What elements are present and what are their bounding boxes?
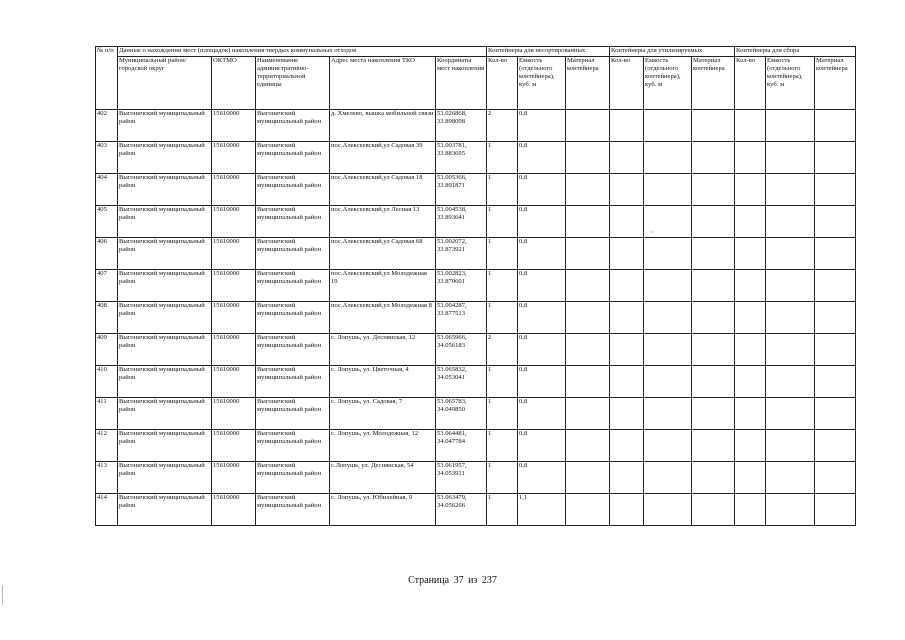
- row-coords: 53.026868, 33.898098: [436, 110, 487, 142]
- header-recycled-capacity: Емкость (отдельного контейнера), куб. м: [644, 57, 692, 110]
- row-coords: 53.061957, 34.053911: [436, 462, 487, 494]
- row-num: 406: [96, 238, 118, 270]
- row-address: с. Лопушь, ул. Молодежная, 12: [330, 430, 436, 462]
- row-unsorted-count: 2: [487, 110, 518, 142]
- row-district: Выгоничский муниципальный район: [118, 142, 212, 174]
- row-unit: Выгоничский муниципальный район: [256, 206, 330, 238]
- row-unit: Выгоничский муниципальный район: [256, 110, 330, 142]
- row-oktmo: 15610000: [212, 430, 256, 462]
- row-district: Выгоничский муниципальный район: [118, 174, 212, 206]
- row-oktmo: 15610000: [212, 462, 256, 494]
- row-unsorted-count: 1: [487, 366, 518, 398]
- row-oktmo: 15610000: [212, 174, 256, 206]
- row-coords: 53.004538, 33.893641: [436, 206, 487, 238]
- row-unit: Выгоничский муниципальный район: [256, 462, 330, 494]
- row-coords: 53.002072, 33.873921: [436, 238, 487, 270]
- page-of: из: [468, 575, 478, 586]
- row-unsorted-count: 1: [487, 462, 518, 494]
- row-num: 403: [96, 142, 118, 174]
- scan-edge-mark: [2, 585, 3, 605]
- row-num: 411: [96, 398, 118, 430]
- row-district: Выгоничский муниципальный район: [118, 398, 212, 430]
- row-unit: Выгоничский муниципальный район: [256, 334, 330, 366]
- page-total: 237: [481, 575, 497, 586]
- header-unsorted-capacity: Емкость (отдельного контейнера), куб. м: [518, 57, 566, 110]
- row-unsorted-capacity: 0,8: [518, 142, 566, 174]
- row-num: 407: [96, 270, 118, 302]
- row-district: Выгоничский муниципальный район: [118, 110, 212, 142]
- header-collection-capacity: Емкость (отдельного контейнера), куб. м: [766, 57, 815, 110]
- row-unsorted-count: 1: [487, 142, 518, 174]
- row-oktmo: 15610000: [212, 334, 256, 366]
- row-num: 402: [96, 110, 118, 142]
- row-address: д. Хмелево, вышка мобильной связи: [330, 110, 436, 142]
- row-coords: 53.064481, 34.047784: [436, 430, 487, 462]
- row-coords: 53.065966, 34.056183: [436, 334, 487, 366]
- row-num: 405: [96, 206, 118, 238]
- row-address: с. Лопушь, ул. Цветочная, 4: [330, 366, 436, 398]
- row-unsorted-count: 1: [487, 174, 518, 206]
- row-unsorted-capacity: 0,8: [518, 462, 566, 494]
- header-unsorted-count: Кол-во: [487, 57, 518, 110]
- row-unsorted-count: 1: [487, 302, 518, 334]
- row-district: Выгоничский муниципальный район: [118, 430, 212, 462]
- page-label: Страница: [408, 575, 450, 586]
- row-unsorted-capacity: 0,8: [518, 206, 566, 238]
- header-coords: Координаты мест накопления: [436, 57, 487, 110]
- row-unit: Выгоничский муниципальный район: [256, 174, 330, 206]
- header-unit: Наименование административно-территориальной единицы: [256, 57, 330, 110]
- row-unit: Выгоничский муниципальный район: [256, 366, 330, 398]
- row-district: Выгоничский муниципальный район: [118, 270, 212, 302]
- row-oktmo: 15610000: [212, 398, 256, 430]
- row-district: Выгоничский муниципальный район: [118, 238, 212, 270]
- header-collection-count: Кол-во: [735, 57, 766, 110]
- header-oktmo: ОКТМО: [212, 57, 256, 110]
- row-oktmo: 15610000: [212, 366, 256, 398]
- header-group-unsorted: Контейнеры для несортированных: [487, 47, 610, 57]
- row-unsorted-capacity: 0,8: [518, 110, 566, 142]
- row-unsorted-capacity: 0,8: [518, 366, 566, 398]
- header-group-collection: Контейнеры для сбора: [735, 47, 856, 57]
- row-num: 410: [96, 366, 118, 398]
- row-address: пос.Алексеевский,ул Молодежная 19: [330, 270, 436, 302]
- row-unsorted-capacity: 0,8: [518, 174, 566, 206]
- header-collection-material: Материал контейнера: [815, 57, 856, 110]
- row-num: 408: [96, 302, 118, 334]
- row-unsorted-capacity: 0,8: [518, 270, 566, 302]
- header-group-location: Данные о нахождении мест (площадок) накопления твердых коммунальных отходов: [118, 47, 487, 57]
- row-oktmo: 15610000: [212, 142, 256, 174]
- row-unsorted-count: 1: [487, 494, 518, 526]
- row-num: 414: [96, 494, 118, 526]
- row-unsorted-count: 1: [487, 238, 518, 270]
- row-unsorted-count: 1: [487, 270, 518, 302]
- row-num: 404: [96, 174, 118, 206]
- row-unsorted-count: 1: [487, 398, 518, 430]
- row-oktmo: 15610000: [212, 206, 256, 238]
- row-unsorted-capacity: 0,8: [518, 430, 566, 462]
- row-district: Выгоничский муниципальный район: [118, 302, 212, 334]
- row-unit: Выгоничский муниципальный район: [256, 270, 330, 302]
- row-coords: 53.004287, 33.877513: [436, 302, 487, 334]
- header-address: Адрес места накопления ТКО: [330, 57, 436, 110]
- row-district: Выгоничский муниципальный район: [118, 206, 212, 238]
- row-unsorted-count: 1: [487, 430, 518, 462]
- row-address: пос.Алексеевский,ул Садовая 39: [330, 142, 436, 174]
- row-address: пос.Алексеевский,ул Лесная 13: [330, 206, 436, 238]
- page-current: 37: [453, 575, 464, 586]
- row-unsorted-count: 1: [487, 206, 518, 238]
- row-address: пос.Алексеевский,ул Молодежная 8: [330, 302, 436, 334]
- row-num: 409: [96, 334, 118, 366]
- row-district: Выгоничский муниципальный район: [118, 462, 212, 494]
- row-address: пос.Алексеевский,ул Садовая 18: [330, 174, 436, 206]
- scan-speck: [651, 231, 652, 232]
- row-district: Выгоничский муниципальный район: [118, 366, 212, 398]
- row-district: Выгоничский муниципальный район: [118, 334, 212, 366]
- row-district: Выгоничский муниципальный район: [118, 494, 212, 526]
- row-unit: Выгоничский муниципальный район: [256, 430, 330, 462]
- row-unit: Выгоничский муниципальный район: [256, 494, 330, 526]
- row-unsorted-capacity: 0,8: [518, 238, 566, 270]
- row-address: с.Лопушь, ул. Деснянская, 54: [330, 462, 436, 494]
- row-address: с. Лопушь, ул. Юбилейная, 9: [330, 494, 436, 526]
- header-recycled-material: Материал контейнера: [692, 57, 735, 110]
- row-oktmo: 15610000: [212, 238, 256, 270]
- row-oktmo: 15610000: [212, 110, 256, 142]
- header-recycled-count: Кол-во: [610, 57, 644, 110]
- row-unsorted-capacity: 0,8: [518, 334, 566, 366]
- row-coords: 53.065783, 34.049850: [436, 398, 487, 430]
- row-oktmo: 15610000: [212, 270, 256, 302]
- row-num: 413: [96, 462, 118, 494]
- row-coords: 53.063479, 34.056266: [436, 494, 487, 526]
- row-unsorted-capacity: 0,8: [518, 398, 566, 430]
- row-coords: 53.002823, 33.870601: [436, 270, 487, 302]
- header-group-recycled: Контейнеры для утилизируемых: [610, 47, 735, 57]
- row-coords: 53.065832, 34.053041: [436, 366, 487, 398]
- row-coords: 53.005366, 33.891871: [436, 174, 487, 206]
- header-district: Муниципальный район/городской округ: [118, 57, 212, 110]
- row-unsorted-count: 2: [487, 334, 518, 366]
- row-unsorted-capacity: 1,1: [518, 494, 566, 526]
- row-address: с. Лопушь, ул. Деснянская, 12: [330, 334, 436, 366]
- row-unit: Выгоничский муниципальный район: [256, 398, 330, 430]
- row-address: с. Лопушь, ул. Садовая, 7: [330, 398, 436, 430]
- header-num: № п/п: [96, 47, 118, 110]
- row-unit: Выгоничский муниципальный район: [256, 238, 330, 270]
- row-address: пос.Алексеевский,ул Садовая 68: [330, 238, 436, 270]
- row-unit: Выгоничский муниципальный район: [256, 142, 330, 174]
- row-oktmo: 15610000: [212, 494, 256, 526]
- row-coords: 53.003781, 33.883695: [436, 142, 487, 174]
- row-num: 412: [96, 430, 118, 462]
- row-unsorted-capacity: 0,8: [518, 302, 566, 334]
- header-unsorted-material: Материал контейнера: [566, 57, 610, 110]
- row-oktmo: 15610000: [212, 302, 256, 334]
- row-unit: Выгоничский муниципальный район: [256, 302, 330, 334]
